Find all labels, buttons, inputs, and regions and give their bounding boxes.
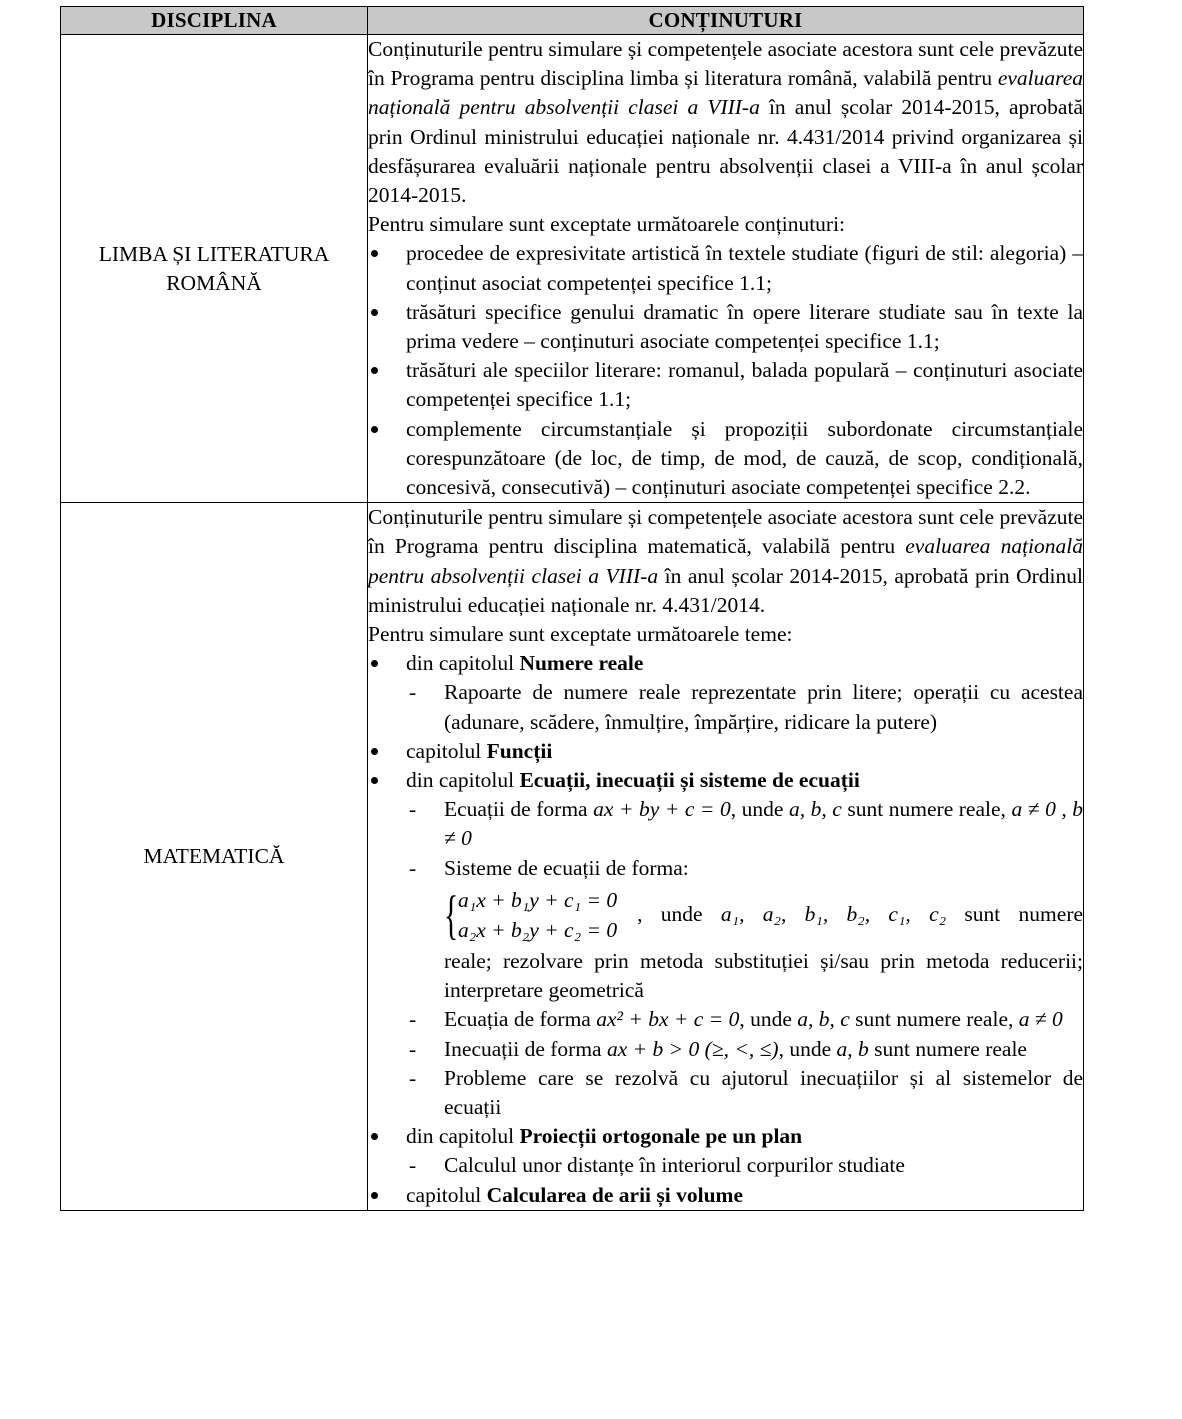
mate-exceptions-title: Pentru simulare sunt exceptate următoarele teme: (368, 622, 793, 647)
sub-list (406, 795, 1083, 1122)
system-description: , unde a₁, a₂, b₁, b₂, c₁, c₂ sunt numere (637, 902, 1084, 927)
header-row (61, 7, 1084, 35)
mate-intro: Conținuturile pentru simulare și competențele asociate acestora sunt cele prevăzute în Programa pentru disciplina matematică, valabilă pentru evaluarea națională pentru absolvenții clasei a VIII-a în anul școlar 2014-2015, aprobată prin Ordinul ministrului educației naționale nr. 4.431/2014. (368, 505, 1084, 617)
header-disciplina: DISCIPLINA (61, 7, 368, 35)
header-continuturi: CONȚINUTURI (368, 7, 1084, 35)
list-item: capitolul Funcții (368, 737, 1083, 766)
equation-system-row (444, 883, 1083, 947)
list-item: complemente circumstanțiale și propoziții subordonate circumstanțiale corespunzătoare (de loc, de timp, de mod, de cauză, de scop, condițională, concesivă, consecutivă) – conținuturi asociate competenței specifice 2.2. (368, 415, 1083, 503)
list-item: procedee de expresivitate artistică în textele studiate (figuri de stil: alegoria) – conținut asociat competenței specifice 1.1; (368, 239, 1083, 297)
row-romana (61, 35, 1084, 503)
list-item: din capitolul Numere reale - Rapoarte de numere reale reprezentate prin litere; operații cu acestea (adunare, scădere, înmulțire, împărțire, ridicare la putere) (368, 649, 1083, 737)
list-item: trăsături ale speciilor literare: romanul, balada populară – conținuturi asociate competenței specifice 1.1; (368, 356, 1083, 414)
row-matematica (61, 503, 1084, 1210)
list-item: capitolul Calcularea de arii și volume (368, 1181, 1083, 1210)
sub-list (406, 678, 1083, 736)
romana-intro: Conținuturile pentru simulare și competențele asociate acestora sunt cele prevăzute în Programa pentru disciplina limba și literatura română, valabilă pentru evaluarea națională pentru absolvenții clasei a VIII-a în anul școlar 2014-2015, aprobată prin Ordinul ministrului educației naționale nr. 4.431/2014 privind organizarea și desfășurarea evaluării naționale pentru absolvenții clasei a VIII-a în anul școlar 2014-2015. (368, 37, 1083, 208)
system-equation-2: a₂x + b₂y + c₂ = 0 (458, 917, 618, 942)
romana-exceptions-title: Pentru simulare sunt exceptate următoarele conținuturi: (368, 212, 846, 237)
content-matematica (368, 503, 1084, 1210)
discipline-matematica: MATEMATICĂ (61, 503, 368, 1210)
discipline-romana-line2: ROMÂNĂ (166, 270, 262, 295)
sub-list (406, 1151, 1083, 1180)
sub-list-item: - Sisteme de ecuații de forma: { a₁x + b₁y + c₁ = 0 a₂x + b₂y + c₂ = 0 , unde a₁, a₂, b₁, b₂, c₁, c₂ sunt numere reale; rezolvare prin metoda substituției și/sau prin metoda reducerii; interpretare geometrică (406, 854, 1083, 1006)
list-item: din capitolul Proiecții ortogonale pe un plan - Calculul unor distanțe în interiorul corpurilor studiate (368, 1122, 1083, 1180)
sub-list-item: - Ecuația de forma ax² + bx + c = 0, unde a, b, c sunt numere reale, a ≠ 0 (406, 1005, 1083, 1034)
sub-list-item: - Calculul unor distanțe în interiorul corpurilor studiate (406, 1151, 1083, 1180)
list-item: din capitolul Ecuații, inecuații și sisteme de ecuații - Ecuații de forma ax + by + c = 0, unde a, b, c sunt numere reale, a ≠ 0 , b ≠ 0 - Sisteme de ecuații de forma: { a₁x + b₁y + c₁ = 0 a₂x + b₂y + c₂ = 0 , unde a₁, a₂, b₁, b₂, c₁, c₂ sunt numere reale; rezolvare prin metoda substituției și/sau prin metoda reducerii; interpretare geometrică - Ecuația de forma ax² + bx + c = 0, unde a, b, c sunt numere reale, a ≠ 0 - Inecuații de forma ax + b > 0 (≥, <, ≤), unde a, b sunt numere reale - Probleme care se rezolvă cu ajutorul inecuațiilor și al sistemelor de ecuații (368, 766, 1083, 1122)
discipline-romana (61, 35, 368, 503)
list-item: trăsături specifice genului dramatic în opere literare studiate sau în texte la prima vedere – conținuturi asociate competenței specifice 1.1; (368, 298, 1083, 356)
equation-system: { a₁x + b₁y + c₁ = 0 a₂x + b₂y + c₂ = 0 (444, 884, 618, 945)
mate-exceptions-list (368, 649, 1083, 1209)
romana-exceptions-list (368, 239, 1083, 502)
sub-list-item: - Probleme care se rezolvă cu ajutorul inecuațiilor și al sistemelor de ecuații (406, 1064, 1083, 1122)
sub-list-item: - Rapoarte de numere reale reprezentate prin litere; operații cu acestea (adunare, scădere, înmulțire, împărțire, ridicare la putere) (406, 678, 1083, 736)
content-romana (368, 35, 1084, 503)
curriculum-table (60, 6, 1084, 1211)
system-equation-1: a₁x + b₁y + c₁ = 0 (458, 887, 618, 912)
sub-list-item: - Ecuații de forma ax + by + c = 0, unde a, b, c sunt numere reale, a ≠ 0 , b ≠ 0 (406, 795, 1083, 853)
discipline-romana-line1: LIMBA ȘI LITERATURA (98, 241, 330, 266)
sub-list-item: - Inecuații de forma ax + b > 0 (≥, <, ≤), unde a, b sunt numere reale (406, 1035, 1083, 1064)
